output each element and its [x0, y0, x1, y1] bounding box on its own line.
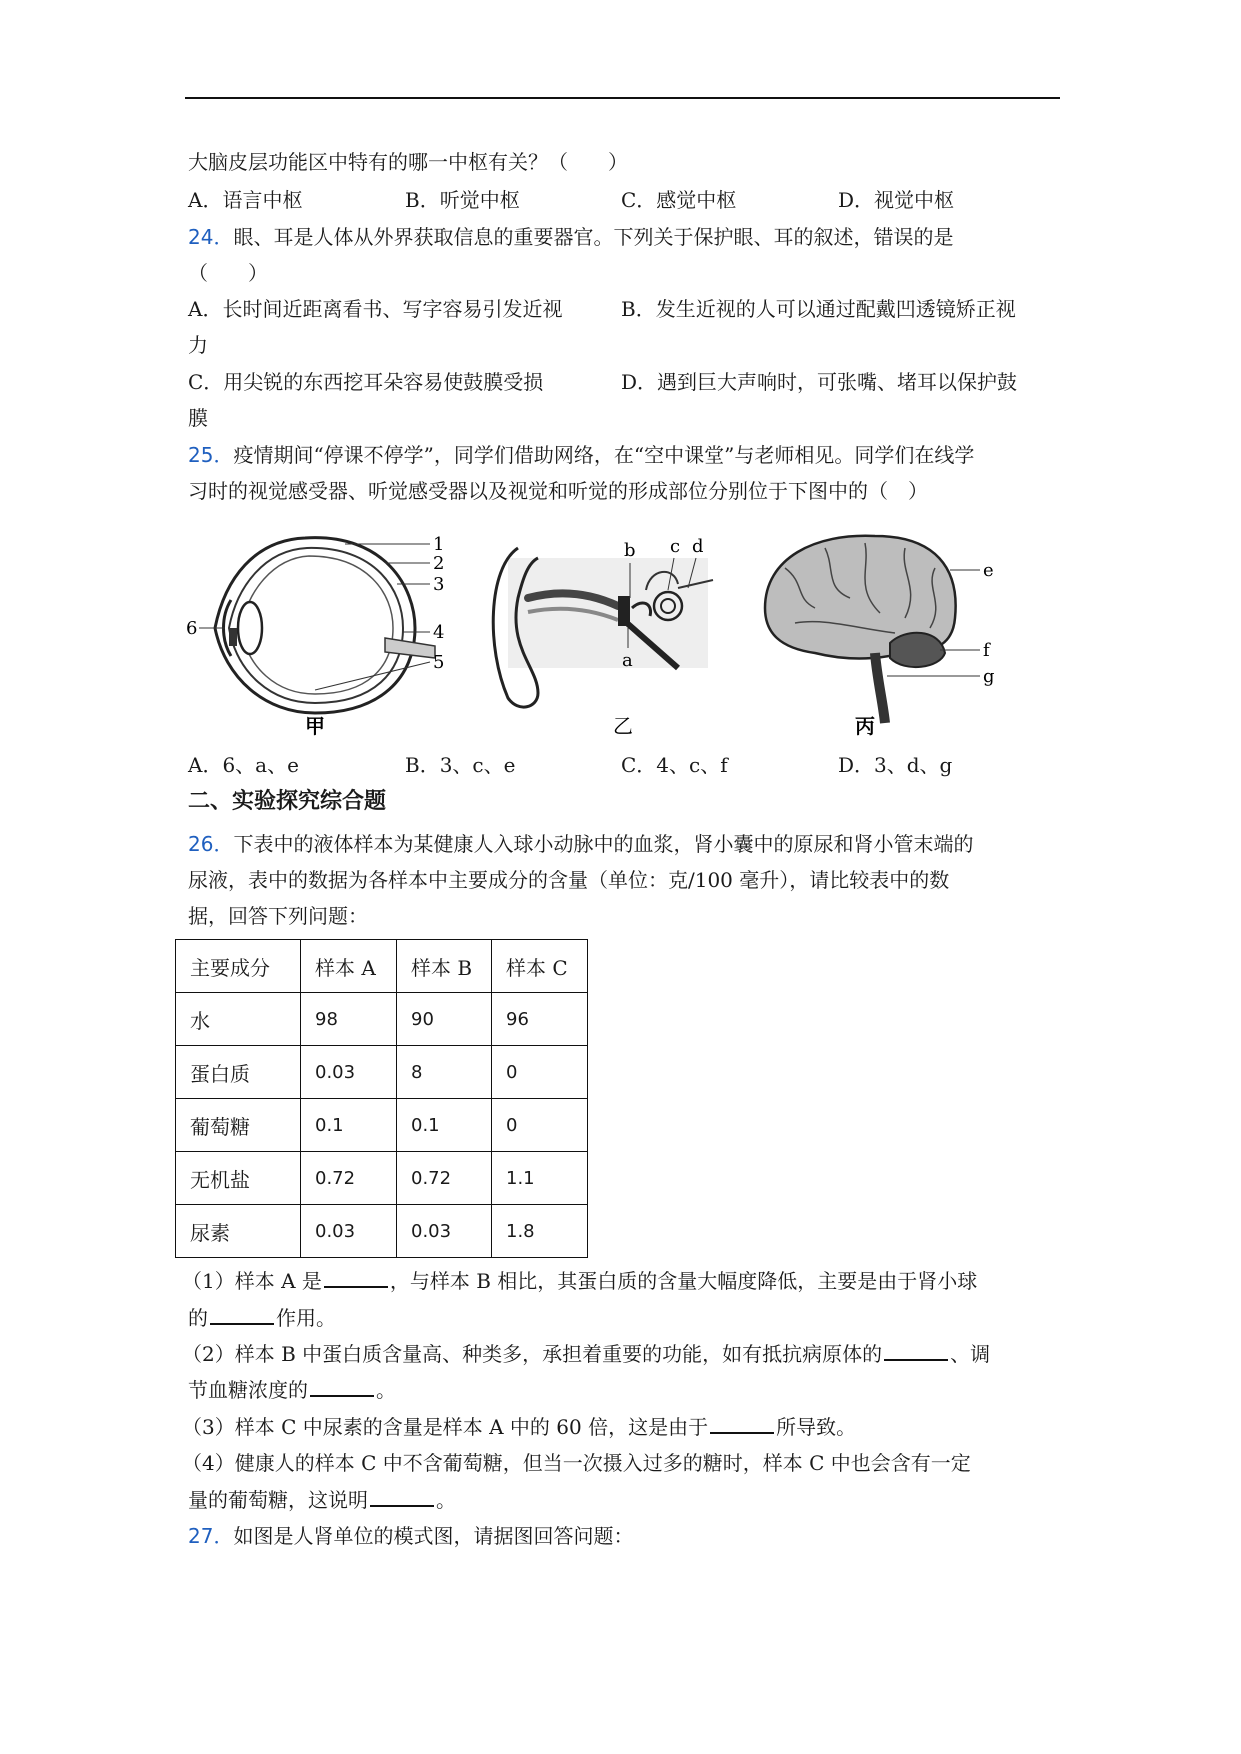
- eye-label-2: 2: [433, 553, 445, 574]
- header-rule: [185, 97, 1060, 99]
- table-cell: 0.03: [397, 1205, 492, 1258]
- ear-diagram: [478, 528, 738, 742]
- q26-sub1-text-4: 作用。: [276, 1306, 336, 1330]
- q24-number: 24．: [188, 225, 234, 249]
- ear-label-d: d: [692, 536, 704, 557]
- eye-label-1: 1: [433, 534, 445, 555]
- q27-number: 27．: [188, 1524, 234, 1548]
- eye-caption: 甲: [305, 714, 325, 738]
- table-row: [176, 1099, 588, 1152]
- q24-option-c[interactable]: C．用尖锐的东西挖耳朵容易使鼓膜受损: [188, 370, 544, 394]
- eye-diagram: [185, 528, 465, 742]
- table-row: [176, 1046, 588, 1099]
- q25-option-d[interactable]: D．3、d、g: [838, 753, 953, 777]
- q24-option-d[interactable]: D．遇到巨大声响时，可张嘴、堵耳以保护鼓: [621, 370, 1018, 394]
- q25-option-b[interactable]: B．3、c、e: [405, 753, 516, 777]
- table-header-cell: 主要成分: [176, 940, 301, 993]
- q24-stem-line2: （ ）: [188, 261, 268, 285]
- table-cell: 1.8: [492, 1205, 588, 1258]
- q26-stem-line2: 尿液，表中的数据为各样本中主要成分的含量（单位：克/100 毫升），请比较表中的数: [188, 868, 950, 892]
- ear-label-b: b: [624, 540, 636, 561]
- sample-table: [175, 939, 588, 1258]
- answer-blank[interactable]: [310, 1377, 374, 1397]
- q24-option-a[interactable]: A．长时间近距离看书、写字容易引发近视: [188, 297, 563, 321]
- table-cell: 0: [492, 1099, 588, 1152]
- q25-option-c[interactable]: C．4、c、f: [621, 753, 728, 777]
- q23-option-a[interactable]: A．语言中枢: [188, 188, 303, 212]
- q24-stem: [188, 223, 953, 251]
- q24-option-b[interactable]: B．发生近视的人可以通过配戴凹透镜矫正视: [621, 297, 1016, 321]
- answer-blank[interactable]: [884, 1341, 948, 1361]
- brain-label-f: f: [983, 640, 990, 661]
- q23-stem-continuation: 大脑皮层功能区中特有的哪一中枢有关？（ ）: [188, 150, 628, 174]
- table-cell: 水: [176, 993, 301, 1046]
- q26-sub4-text: 量的葡萄糖，这说明: [188, 1488, 368, 1512]
- eye-label-6: 6: [186, 618, 198, 639]
- q26-sub1-text-3: 的: [188, 1306, 208, 1330]
- q24-option-b-wrap: 力: [188, 333, 208, 357]
- table-cell: 尿素: [176, 1205, 301, 1258]
- brain-caption: 丙: [855, 714, 875, 738]
- table-cell: 0.1: [301, 1099, 397, 1152]
- q26-sub2-text-3: 节血糖浓度的: [188, 1378, 308, 1402]
- q26-stem-text: 下表中的液体样本为某健康人入球小动脉中的血浆，肾小囊中的原尿和肾小管末端的: [233, 832, 974, 856]
- q26-sub2: [182, 1340, 990, 1368]
- table-header-cell: 样本 A: [301, 940, 397, 993]
- q24-option-d-wrap: 膜: [188, 406, 208, 430]
- q26-sub2-text-2: 、调: [950, 1342, 991, 1366]
- q26-sub3: [182, 1413, 856, 1441]
- answer-blank[interactable]: [710, 1414, 774, 1434]
- table-cell: 0.72: [397, 1152, 492, 1205]
- q26-sub1-text: （1）样本 A 是: [182, 1269, 322, 1293]
- table-cell: 8: [397, 1046, 492, 1099]
- q26-sub1: [182, 1267, 977, 1295]
- q25-stem-text: 疫情期间“停课不停学”，同学们借助网络，在“空中课堂”与老师相见。同学们在线学: [233, 443, 975, 467]
- brain-label-g: g: [983, 666, 995, 687]
- q27-stem: [188, 1522, 633, 1550]
- eye-label-4: 4: [433, 622, 445, 643]
- q26-sub3-text-2: 所导致。: [776, 1415, 857, 1439]
- answer-blank[interactable]: [324, 1268, 388, 1288]
- eye-label-5: 5: [433, 652, 445, 673]
- table-cell: 0.03: [301, 1205, 397, 1258]
- table-cell: 98: [301, 993, 397, 1046]
- table-header-cell: 样本 C: [492, 940, 588, 993]
- q27-stem-text: 如图是人肾单位的模式图，请据图回答问题：: [233, 1524, 634, 1548]
- q25-option-a[interactable]: A．6、a、e: [188, 753, 299, 777]
- ear-label-a: a: [622, 650, 633, 671]
- table-cell: 蛋白质: [176, 1046, 301, 1099]
- answer-blank[interactable]: [370, 1487, 434, 1507]
- q26-sub4-line2: [188, 1486, 456, 1514]
- table-cell: 0: [492, 1046, 588, 1099]
- answer-blank[interactable]: [210, 1305, 274, 1325]
- q26-sub4-text-2: 。: [436, 1488, 456, 1512]
- table-cell: 0.1: [397, 1099, 492, 1152]
- q25-stem-line2: 习时的视觉感受器、听觉感受器以及视觉和听觉的形成部位分别位于下图中的（ ）: [188, 479, 928, 503]
- table-cell: 无机盐: [176, 1152, 301, 1205]
- q26-sub3-text: （3）样本 C 中尿素的含量是样本 A 中的 60 倍，这是由于: [182, 1415, 709, 1439]
- ear-label-c: c: [670, 536, 681, 557]
- table-row: [176, 1205, 588, 1258]
- section-heading: 二、实验探究综合题: [188, 789, 387, 814]
- q23-option-d[interactable]: D．视觉中枢: [838, 188, 955, 212]
- table-cell: 96: [492, 993, 588, 1046]
- ear-caption: 乙: [613, 714, 633, 738]
- table-row: [176, 1152, 588, 1205]
- q23-option-b[interactable]: B．听觉中枢: [405, 188, 520, 212]
- brain-label-e: e: [983, 560, 994, 581]
- table-cell: 0.03: [301, 1046, 397, 1099]
- eye-label-3: 3: [433, 574, 445, 595]
- brain-diagram: [755, 528, 995, 742]
- q26-sub4: （4）健康人的样本 C 中不含葡萄糖，但当一次摄入过多的糖时，样本 C 中也会含有一定: [182, 1451, 971, 1475]
- q26-sub1-text-2: ，与样本 B 相比，其蛋白质的含量大幅度降低，主要是由于肾小球: [389, 1269, 978, 1293]
- table-cell: 0.72: [301, 1152, 397, 1205]
- q26-sub1-line2: [188, 1304, 336, 1332]
- table-cell: 葡萄糖: [176, 1099, 301, 1152]
- q26-stem: [188, 830, 973, 858]
- q26-sub2-text: （2）样本 B 中蛋白质含量高、种类多，承担着重要的功能，如有抵抗病原体的: [182, 1342, 883, 1366]
- table-header-row: [176, 940, 588, 993]
- table-cell: 1.1: [492, 1152, 588, 1205]
- q26-sub2-line2: [188, 1376, 396, 1404]
- q26-number: 26．: [188, 832, 234, 856]
- q25-stem: [188, 441, 974, 469]
- q23-option-c[interactable]: C．感觉中枢: [621, 188, 737, 212]
- q25-number: 25．: [188, 443, 234, 467]
- table-header-cell: 样本 B: [397, 940, 492, 993]
- q26-sub2-text-4: 。: [376, 1378, 396, 1402]
- q24-stem-text: 眼、耳是人体从外界获取信息的重要器官。下列关于保护眼、耳的叙述，错误的是: [233, 225, 954, 249]
- table-cell: 90: [397, 993, 492, 1046]
- q26-stem-line3: 据，回答下列问题：: [188, 904, 368, 928]
- table-row: [176, 993, 588, 1046]
